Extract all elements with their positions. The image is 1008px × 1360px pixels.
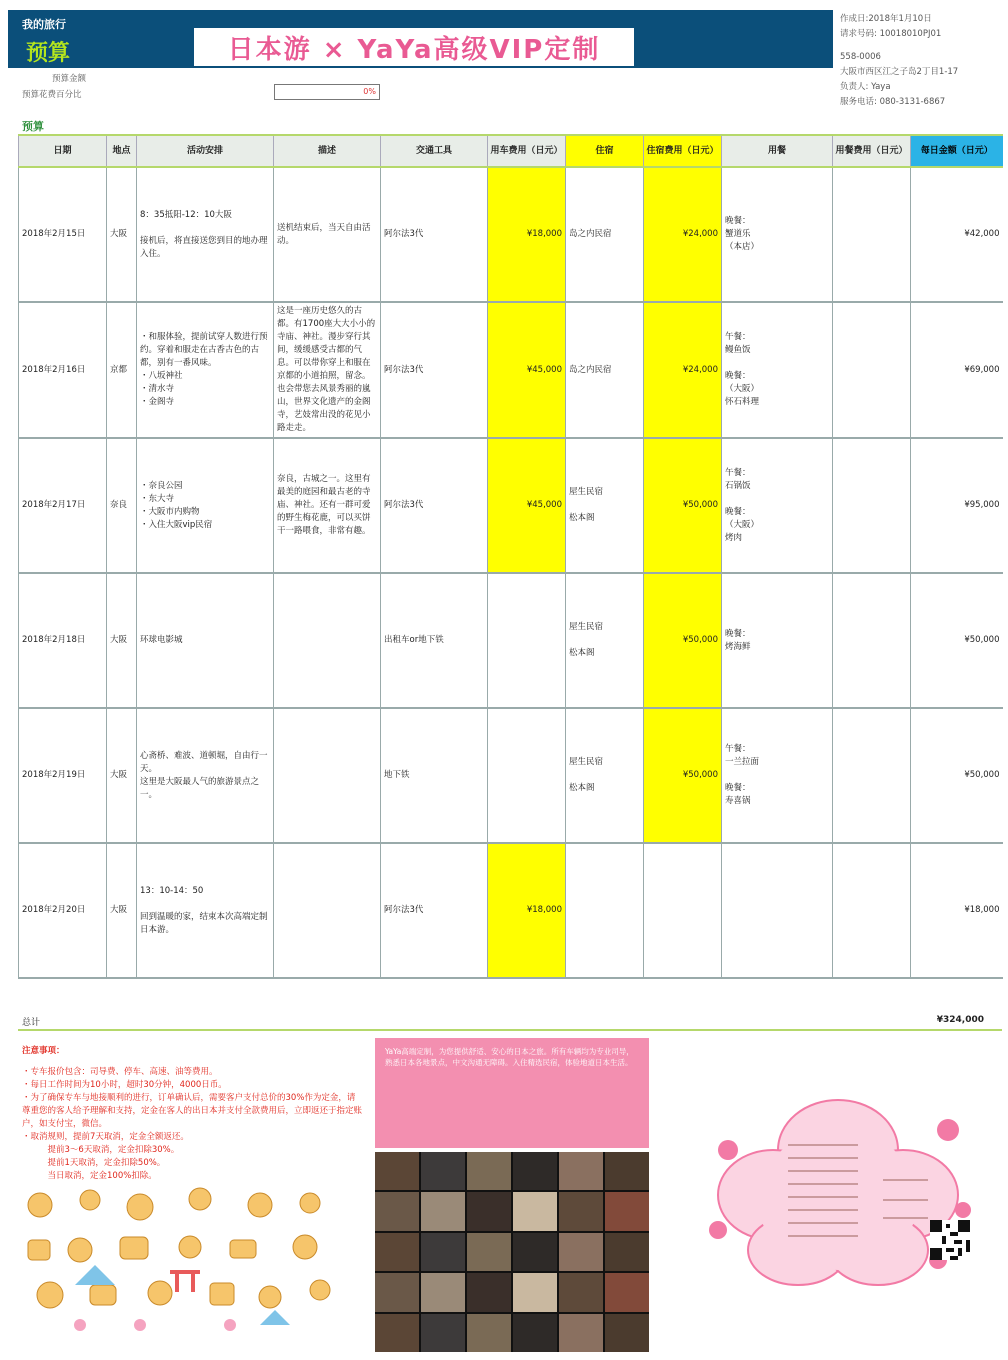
- col-car-fee: 用车费用（日元）: [488, 135, 566, 167]
- cell-stay-fee: ¥50,000: [644, 708, 722, 843]
- info-address: 大阪市西区江之子岛2丁目1-17: [840, 67, 959, 77]
- cell-stay-fee: ¥24,000: [644, 302, 722, 438]
- photo-thumbnail: [513, 1314, 557, 1352]
- cell-daily: ¥50,000: [911, 573, 1003, 708]
- cell-place: 大阪: [107, 843, 137, 978]
- banner-title: 日本游 × YaYa高级VIP定制: [194, 28, 634, 66]
- cell-meal-fee: [833, 302, 911, 438]
- photo-thumbnail: [467, 1233, 511, 1271]
- budget-pct-label: 预算花费百分比: [22, 90, 82, 100]
- cell-desc: 送机结束后，当天自由活动。: [274, 167, 381, 302]
- col-meal-fee: 用餐费用（日元）: [833, 135, 911, 167]
- cell-transport: 阿尔法3代: [381, 438, 488, 573]
- table-row: [19, 438, 1003, 573]
- photo-thumbnail: [467, 1192, 511, 1230]
- photo-thumbnail: [421, 1233, 465, 1271]
- cell-meal: 午餐： 一兰拉面 晚餐： 寿喜锅: [722, 708, 833, 843]
- photo-thumbnail: [375, 1233, 419, 1271]
- cell-activity: 8：35抵阳-12：10大阪 接机后，将直接送您到目的地办理入住。: [137, 167, 274, 302]
- cell-date: 2018年2月18日: [19, 573, 107, 708]
- notes-line: 当日取消，定金100%扣除。: [22, 1171, 157, 1181]
- cell-car-fee: ¥18,000: [488, 167, 566, 302]
- info-contact: 负责人: Yaya: [840, 82, 891, 92]
- cell-meal: 午餐： 石锅饭 晚餐： （大阪） 烤肉: [722, 438, 833, 573]
- budget-table: [18, 134, 1003, 979]
- col-activity: 活动安排: [137, 135, 274, 167]
- cell-transport: 地下铁: [381, 708, 488, 843]
- photo-thumbnail: [605, 1314, 649, 1352]
- budget-pct-field[interactable]: 0%: [274, 84, 380, 100]
- japan-stickers-illustration: [20, 1185, 340, 1335]
- cell-place: 大阪: [107, 573, 137, 708]
- photo-thumbnail: [605, 1152, 649, 1190]
- table-row: [19, 573, 1003, 708]
- cell-transport: 阿尔法3代: [381, 302, 488, 438]
- info-postcode: 558-0006: [840, 52, 881, 62]
- cell-desc: 这是一座历史悠久的古都。有1700座大大小小的寺庙、神社。漫步穿行其间，缓缓感受古都的气息。可以带你穿上和服在京都的小道拍照，留念。也会带您去风景秀丽的嵐山，世界文化遗产的金阁寺，艺妓常出没的花见小路走走。: [274, 302, 381, 438]
- table-row: [19, 843, 1003, 978]
- cell-car-fee: [488, 573, 566, 708]
- cell-stay-fee: ¥50,000: [644, 573, 722, 708]
- cell-activity: 13：10-14：50 回到温暖的家，结束本次高端定制日本游。: [137, 843, 274, 978]
- sakura-flower-card: [688, 1090, 988, 1290]
- notes-line: ・为了确保专车与地接顺利的进行，订单确认后，需要客户支付总价的30%作为定金，请尊重您的客人给予理解和支持，定金在客人的出日本并支付全款费用后，立即返还于指定账户，如支付宝，微信。: [22, 1093, 363, 1129]
- header-bar: [8, 10, 833, 68]
- cell-place: 京都: [107, 302, 137, 438]
- info-invoice: 请求号码: 10018010PJ01: [840, 29, 942, 39]
- photo-thumbnail: [513, 1152, 557, 1190]
- cell-desc: [274, 843, 381, 978]
- notes-section: [22, 1045, 362, 1183]
- cell-car-fee: ¥45,000: [488, 438, 566, 573]
- cell-transport: 阿尔法3代: [381, 167, 488, 302]
- cell-stay: [566, 843, 644, 978]
- cell-desc: 奈良，古城之一。这里有最美的庭园和最古老的寺庙、神社。还有一群可爱的野生梅花鹿，可以买饼干一路喂食，非常有趣。: [274, 438, 381, 573]
- photo-thumbnail: [513, 1192, 557, 1230]
- photo-thumbnail: [467, 1152, 511, 1190]
- app-name: 我的旅行: [22, 18, 66, 31]
- table-row: [19, 302, 1003, 438]
- cell-car-fee: ¥18,000: [488, 843, 566, 978]
- cell-stay: 岛之内民宿: [566, 302, 644, 438]
- photo-thumbnail: [559, 1314, 603, 1352]
- cell-stay: 屋生民宿 松本阁: [566, 708, 644, 843]
- total-label: 总计: [22, 1018, 41, 1028]
- cell-meal: 晚餐： 蟹道乐 （本店）: [722, 167, 833, 302]
- cell-desc: [274, 708, 381, 843]
- col-date: 日期: [19, 135, 107, 167]
- photo-thumbnail: [375, 1314, 419, 1352]
- col-meal: 用餐: [722, 135, 833, 167]
- cell-meal-fee: [833, 708, 911, 843]
- photo-thumbnail: [421, 1192, 465, 1230]
- col-desc: 描述: [274, 135, 381, 167]
- cell-daily: ¥95,000: [911, 438, 1003, 573]
- cell-meal-fee: [833, 167, 911, 302]
- cell-stay: 岛之内民宿: [566, 167, 644, 302]
- photo-thumbnail: [421, 1273, 465, 1311]
- cell-meal-fee: [833, 438, 911, 573]
- cell-daily: ¥69,000: [911, 302, 1003, 438]
- company-info: [840, 12, 1005, 110]
- cell-daily: ¥42,000: [911, 167, 1003, 302]
- cell-car-fee: ¥45,000: [488, 302, 566, 438]
- photo-thumbnail: [605, 1273, 649, 1311]
- table-row: [19, 708, 1003, 843]
- cell-transport: 出租车or地下铁: [381, 573, 488, 708]
- photo-thumbnail: [375, 1273, 419, 1311]
- cell-date: 2018年2月17日: [19, 438, 107, 573]
- cell-meal: 晚餐： 烤海鲜: [722, 573, 833, 708]
- cell-date: 2018年2月15日: [19, 167, 107, 302]
- cell-meal: [722, 843, 833, 978]
- cell-car-fee: [488, 708, 566, 843]
- notes-line: ・取消规则，提前7天取消，定金全额返还。: [22, 1132, 189, 1142]
- cell-meal-fee: [833, 573, 911, 708]
- cell-transport: 阿尔法3代: [381, 843, 488, 978]
- cell-stay-fee: ¥50,000: [644, 438, 722, 573]
- notes-line: ・每日工作时间为10小时，超时30分钟，4000日币。: [22, 1080, 227, 1090]
- cell-place: 大阪: [107, 167, 137, 302]
- table-row: [19, 167, 1003, 302]
- photo-thumbnail: [605, 1233, 649, 1271]
- qr-code-icon: [928, 1220, 972, 1260]
- col-stay-fee: 住宿费用（日元）: [644, 135, 722, 167]
- cell-activity: ・奈良公园 ・东大寺 ・大阪市内购物 ・入住大阪vip民宿: [137, 438, 274, 573]
- photo-thumbnail: [467, 1273, 511, 1311]
- cell-place: 奈良: [107, 438, 137, 573]
- notes-line: ・专车报价包含：司导费、停车、高速、油等费用。: [22, 1067, 218, 1077]
- cell-place: 大阪: [107, 708, 137, 843]
- cell-activity: 心斋桥、难波、道顿堀，自由行一天。 这里是大阪最人气的旅游景点之一。: [137, 708, 274, 843]
- photo-collage: [375, 1152, 649, 1352]
- photo-thumbnail: [375, 1192, 419, 1230]
- cell-daily: ¥18,000: [911, 843, 1003, 978]
- notes-title: 注意事项：: [22, 1046, 65, 1056]
- photo-thumbnail: [467, 1314, 511, 1352]
- promo-text-box: YaYa高端定制，为您提供舒适、安心的日本之旅。所有车辆均为专业司导，熟悉日本各地景点，中文沟通无障碍。入住精选民宿，体验地道日本生活。: [375, 1038, 649, 1148]
- photo-thumbnail: [421, 1314, 465, 1352]
- cell-date: 2018年2月19日: [19, 708, 107, 843]
- notes-line: 提前1天取消，定金扣除50%。: [22, 1158, 166, 1168]
- cell-meal: 午餐： 鳗鱼饭 晚餐： （大阪） 怀石料理: [722, 302, 833, 438]
- photo-thumbnail: [559, 1273, 603, 1311]
- total-row: [18, 1011, 1002, 1031]
- cell-date: 2018年2月20日: [19, 843, 107, 978]
- photo-thumbnail: [513, 1273, 557, 1311]
- col-daily: 每日金额（日元）: [911, 135, 1003, 167]
- total-value: ¥324,000: [936, 1015, 984, 1025]
- section-title: 预算: [22, 120, 44, 133]
- col-stay: 住宿: [566, 135, 644, 167]
- photo-thumbnail: [605, 1192, 649, 1230]
- cell-daily: ¥50,000: [911, 708, 1003, 843]
- cell-activity: 环球电影城: [137, 573, 274, 708]
- info-date: 作成日:2018年1月10日: [840, 14, 932, 24]
- col-place: 地点: [107, 135, 137, 167]
- photo-thumbnail: [375, 1152, 419, 1190]
- notes-line: 提前3～6天取消，定金扣除30%。: [22, 1145, 180, 1155]
- cell-date: 2018年2月16日: [19, 302, 107, 438]
- cell-stay-fee: ¥24,000: [644, 167, 722, 302]
- photo-thumbnail: [513, 1233, 557, 1271]
- cell-stay-fee: [644, 843, 722, 978]
- photo-thumbnail: [421, 1152, 465, 1190]
- cell-stay: 屋生民宿 松本阁: [566, 438, 644, 573]
- photo-thumbnail: [559, 1152, 603, 1190]
- page-title: 预算: [26, 41, 71, 66]
- photo-thumbnail: [559, 1192, 603, 1230]
- cell-meal-fee: [833, 843, 911, 978]
- cell-stay: 屋生民宿 松本阁: [566, 573, 644, 708]
- cell-desc: [274, 573, 381, 708]
- info-phone: 服务电话: 080-3131-6867: [840, 97, 946, 107]
- budget-total-label: 预算金额: [52, 74, 87, 84]
- table-header-row: [19, 135, 1003, 167]
- cell-activity: ・和服体验，提前试穿人数进行预约。穿着和服走在古香古色的古都，别有一番风味。 ・八坂神社 ・清水寺 ・金阁寺: [137, 302, 274, 438]
- photo-thumbnail: [559, 1233, 603, 1271]
- col-transport: 交通工具: [381, 135, 488, 167]
